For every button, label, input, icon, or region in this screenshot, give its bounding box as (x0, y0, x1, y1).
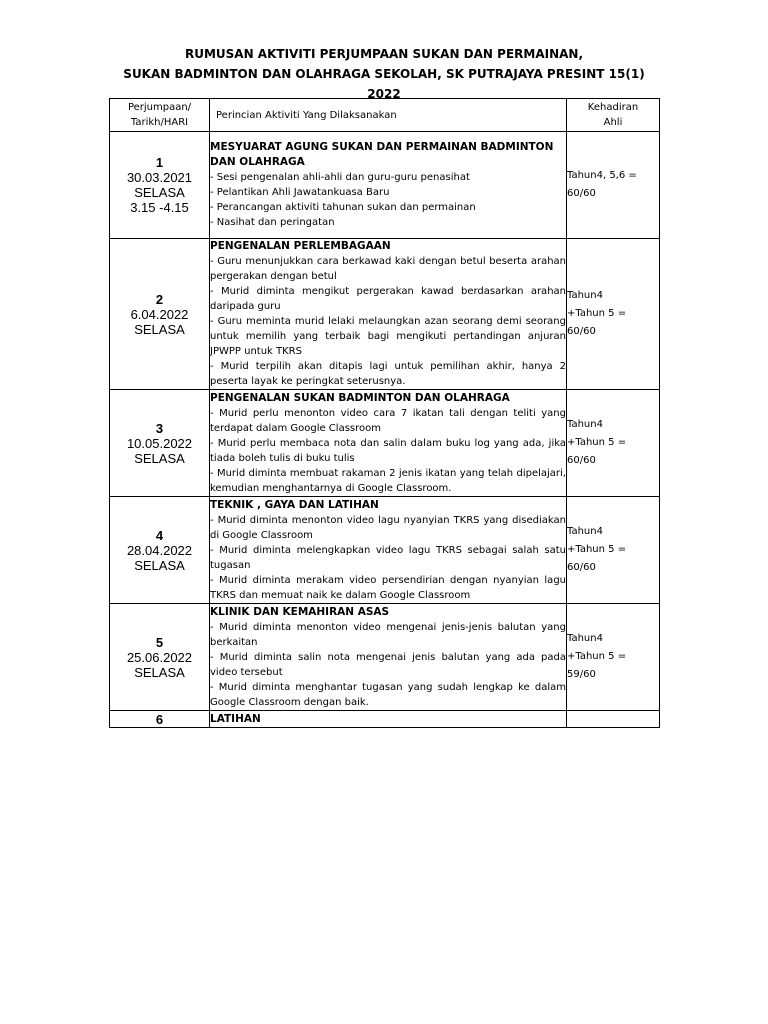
activity-title: TEKNIK , GAYA DAN LATIHAN (210, 498, 379, 511)
attendance-line: Tahun4 (567, 633, 603, 644)
attendance-line: 60/60 (567, 562, 596, 573)
header-meeting-date (110, 99, 210, 132)
meeting-date-line: 10.05.2022 (126, 435, 193, 451)
activity-title: KLINIK DAN KEMAHIRAN ASAS (210, 605, 390, 618)
activity-item: - Murid diminta menghantar tugasan yang sudah lengkap ke dalam Google Classroom dengan baik. (210, 681, 566, 708)
meeting-date-cell (110, 497, 210, 604)
activity-item: - Murid terpilih akan ditapis lagi untuk pemilihan akhir, hanya 2 peserta layak ke peringkat seterusnya. (210, 361, 566, 387)
activity-detail-cell (210, 239, 567, 390)
activity-item: - Nasihat dan peringatan (210, 217, 335, 228)
meeting-date-line: SELASA (134, 450, 185, 466)
title-line-1: RUMUSAN AKTIVITI PERJUMPAAN SUKAN DAN PERMAINAN, (184, 47, 584, 61)
attendance-line: Tahun4 (567, 290, 603, 301)
attendance-cell (567, 239, 660, 390)
activity-title: PENGENALAN SUKAN BADMINTON DAN OLAHRAGA (210, 391, 510, 404)
activity-item: - Murid diminta mengikut pergerakan kawad berdasarkan arahan daripada guru (210, 286, 566, 312)
activity-detail-cell (210, 604, 567, 711)
meeting-date-line: SELASA (134, 185, 185, 200)
meeting-date-cell (110, 390, 210, 497)
header-members-label: Ahli (603, 117, 623, 128)
activity-title: PENGENALAN PERLEMBAGAAN (210, 240, 391, 252)
activity-item: - Murid perlu membaca nota dan salin dalam buku log yang ada, jika tiada boleh tulis di buku tulis (210, 437, 566, 464)
activity-item: - Murid diminta merakam video persendirian dengan nyanyian lagu TKRS dan memuat naik ke dalam Google Classroom (210, 574, 566, 601)
table-row (110, 390, 660, 497)
meeting-date-line: 28.04.2022 (126, 542, 193, 558)
activity-item: - Sesi pengenalan ahli-ahli dan guru-guru penasihat (210, 172, 470, 183)
attendance-line: +Tahun 5 = (567, 544, 627, 555)
meeting-date-cell (110, 239, 210, 390)
meeting-date-line: 30.03.2021 (126, 170, 193, 185)
activity-item: - Murid perlu menonton video cara 7 ikatan tali dengan teliti yang terdapat dalam Google Classroom (210, 407, 566, 434)
attendance-line: +Tahun 5 = (567, 651, 627, 662)
activity-item: - Murid diminta melengkapkan video lagu TKRS sebagai salah satu tugasan (210, 544, 566, 571)
attendance-cell (567, 390, 660, 497)
attendance-cell (567, 604, 660, 711)
meeting-date-line: 25.06.2022 (126, 649, 193, 665)
meeting-date-line: 6.04.2022 (130, 306, 189, 322)
activity-item: - Murid diminta salin nota mengenai jenis balutan yang ada pada video tersebut (210, 651, 566, 678)
meeting-date-line: SELASA (134, 557, 185, 573)
title-line-2: SUKAN BADMINTON DAN OLAHRAGA SEKOLAH, SK PUTRAJAYA PRESINT 15(1) (123, 67, 645, 81)
table-row (110, 604, 660, 711)
activity-item: - Pelantikan Ahli Jawatankuasa Baru (210, 187, 390, 198)
attendance-cell (567, 711, 660, 728)
activity-item: - Murid diminta menonton video mengenai jenis-jenis balutan yang berkaitan (210, 621, 566, 648)
activity-detail-cell (210, 390, 567, 497)
attendance-line: 60/60 (567, 326, 596, 337)
meeting-number: 6 (155, 711, 164, 727)
meeting-date-line: SELASA (134, 664, 185, 680)
header-attendance-label: Kehadiran (587, 102, 639, 113)
attendance-line: +Tahun 5 = (567, 437, 627, 448)
attendance-line: 60/60 (567, 188, 596, 199)
meeting-number: 2 (155, 291, 164, 307)
meeting-number: 3 (155, 420, 164, 436)
meeting-number: 4 (155, 527, 164, 543)
attendance-line: Tahun4 (567, 526, 603, 537)
table-row (110, 132, 660, 239)
activity-table (109, 98, 660, 728)
table-row (110, 239, 660, 390)
header-activity-details (210, 99, 567, 132)
attendance-line: +Tahun 5 = (567, 308, 627, 319)
activity-item: - Murid diminta menonton video lagu nyanyian TKRS yang disediakan di Google Classroom (210, 514, 566, 541)
activity-item: - Guru menunjukkan cara berkawad kaki dengan betul beserta arahan pergerakan dengan betul (210, 256, 566, 282)
meeting-date-line: 3.15 -4.15 (130, 200, 189, 215)
meeting-number: 5 (155, 634, 164, 650)
header-attendance (567, 99, 660, 132)
attendance-line: Tahun4, 5,6 = (567, 170, 637, 181)
document-title (100, 44, 668, 104)
header-meeting-label: Perjumpaan/ (127, 102, 192, 113)
meeting-date-line: SELASA (134, 321, 185, 337)
attendance-line: 59/60 (567, 669, 596, 680)
meeting-number: 1 (155, 155, 164, 170)
attendance-line: 60/60 (567, 455, 596, 466)
header-date-day-label: Tarikh/HARI (130, 117, 189, 128)
table-row (110, 497, 660, 604)
attendance-line: Tahun4 (567, 419, 603, 430)
attendance-cell (567, 132, 660, 239)
activity-title: LATIHAN (210, 712, 261, 725)
meeting-date-cell (110, 604, 210, 711)
meeting-date-cell (110, 132, 210, 239)
title-line-3: 2022 (367, 87, 401, 101)
attendance-cell (567, 497, 660, 604)
activity-item: - Murid diminta membuat rakaman 2 jenis ikatan yang telah dipelajari, kemudian menghantarnya di Google Classroom. (210, 467, 566, 494)
activity-item: - Guru meminta murid lelaki melaungkan azan seorang demi seorang untuk memilih yang terbaik bagi mengikuti pertandingan anjuran JPWPP untuk TKRS (210, 316, 566, 357)
meeting-date-cell (110, 711, 210, 728)
table-header-row (110, 99, 660, 132)
activity-title: MESYUARAT AGUNG SUKAN DAN PERMAINAN BADMINTON DAN OLAHRAGA (210, 141, 554, 168)
activity-detail-cell (210, 497, 567, 604)
table-row (110, 711, 660, 728)
header-activity-label: Perincian Aktiviti Yang Dilaksanakan (216, 109, 397, 121)
activity-detail-cell (210, 132, 567, 239)
activity-detail-cell (210, 711, 567, 728)
activity-item: - Perancangan aktiviti tahunan sukan dan permainan (210, 202, 476, 213)
